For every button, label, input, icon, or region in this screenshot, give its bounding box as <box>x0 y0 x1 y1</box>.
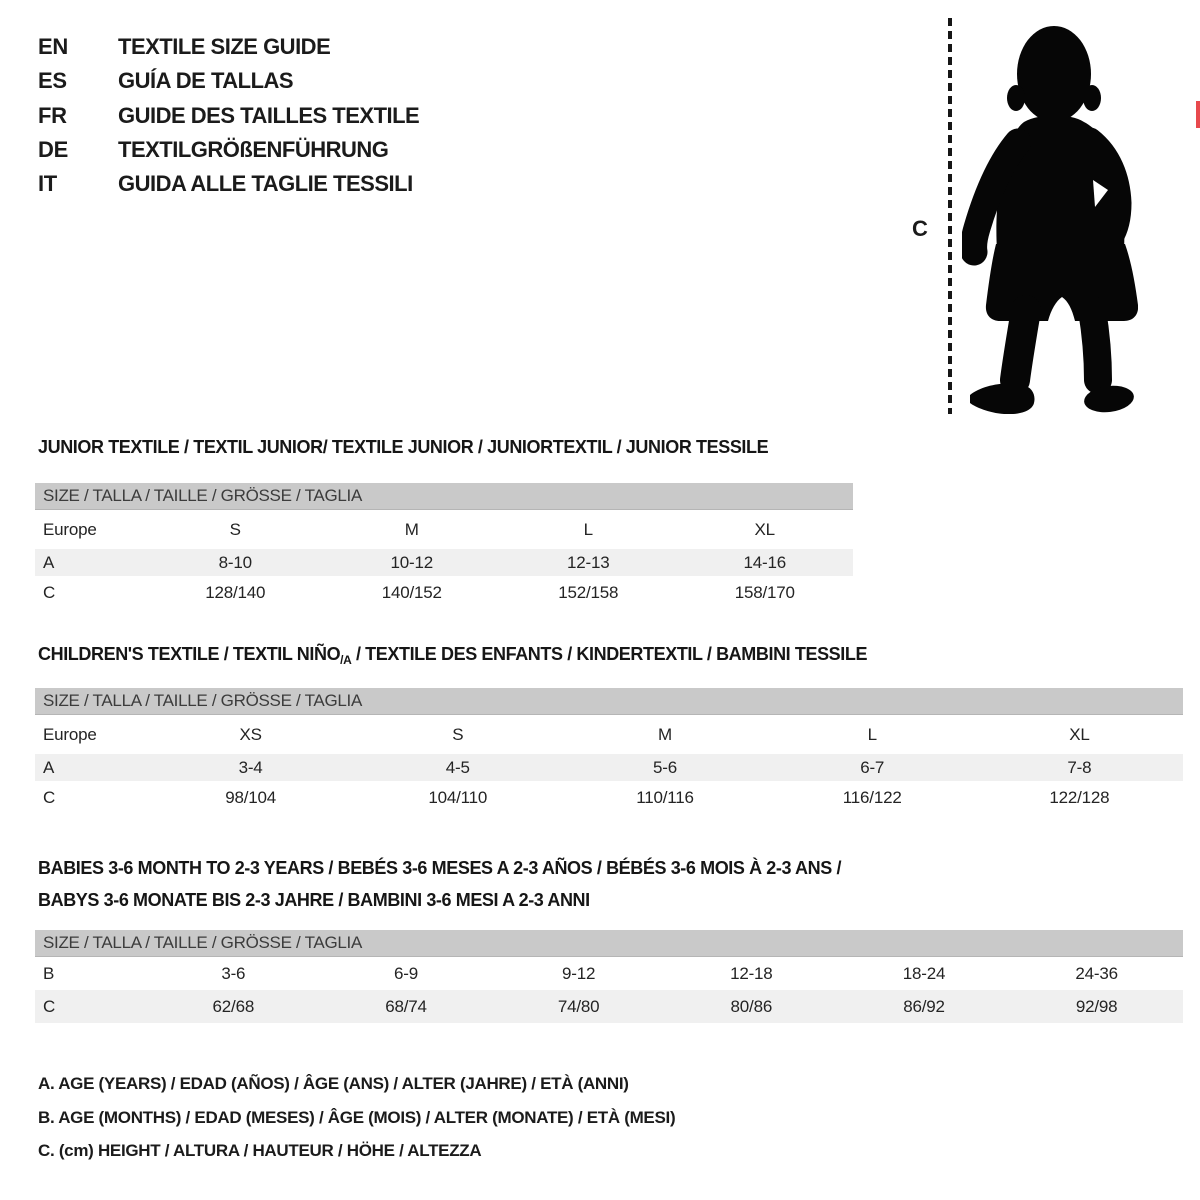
table-cell: 7-8 <box>1067 757 1092 777</box>
table-cell: 68/74 <box>385 996 427 1016</box>
size-col-header: M <box>404 519 419 539</box>
language-code: DE <box>38 137 68 163</box>
table-cell: 128/140 <box>205 582 266 602</box>
table-cell: 18-24 <box>902 963 946 983</box>
children-title-part: / TEXTILE DES ENFANTS / KINDERTEXTIL / BAMBINI TESSILE <box>351 644 868 664</box>
language-title: TEXTILGRÖßENFÜHRUNG <box>118 137 389 163</box>
table-cell: 92/98 <box>1075 996 1118 1016</box>
table-cell: 104/110 <box>428 787 488 807</box>
row-label: C <box>43 787 56 807</box>
table-cell: 80/86 <box>730 996 773 1016</box>
size-col-header: S <box>229 519 241 539</box>
table-row <box>35 781 1183 814</box>
language-row-es <box>38 64 419 98</box>
language-row-it <box>38 167 419 201</box>
size-header-bar <box>35 688 1183 715</box>
language-row-de <box>38 133 419 167</box>
language-title-list <box>38 30 419 201</box>
table-cell: 140/152 <box>381 582 442 602</box>
size-header-bar <box>35 483 853 510</box>
table-cell: 5-6 <box>653 757 677 777</box>
children-title-part: CHILDREN'S TEXTILE / TEXTIL NIÑO <box>38 644 341 664</box>
table-row <box>35 549 853 576</box>
language-title: GUÍA DE TALLAS <box>118 68 294 94</box>
table-row <box>35 957 1183 990</box>
babies-title-line1: BABIES 3-6 MONTH TO 2-3 YEARS / BEBÉS 3-6 MESES A 2-3 AÑOS / BÉBÉS 3-6 MOIS À 2-3 ANS / <box>38 858 842 878</box>
language-code: EN <box>38 34 68 60</box>
table-cell: 6-7 <box>860 757 885 777</box>
language-code: FR <box>38 102 67 128</box>
row-label: A <box>43 552 55 572</box>
row-label: A <box>43 757 55 777</box>
size-header-bar <box>35 930 1183 957</box>
language-code: ES <box>38 68 67 94</box>
language-title: TEXTILE SIZE GUIDE <box>118 34 331 60</box>
table-row <box>35 576 853 609</box>
table-cell: 116/122 <box>842 787 902 807</box>
size-col-header: L <box>867 724 877 744</box>
babies-title-line2: BABYS 3-6 MONATE BIS 2-3 JAHRE / BAMBINI 3-6 MESI A 2-3 ANNI <box>38 890 590 910</box>
size-col-header: S <box>452 724 464 744</box>
language-row-fr <box>38 99 419 133</box>
size-col-header: XS <box>239 724 262 744</box>
babies-size-table <box>35 930 1183 1023</box>
table-cell: 122/128 <box>1049 787 1110 807</box>
red-edge-marker <box>1196 101 1200 128</box>
table-cell: 24-36 <box>1075 963 1118 983</box>
table-cell: 152/158 <box>558 582 619 602</box>
junior-section-title: JUNIOR TEXTILE / TEXTIL JUNIOR/ TEXTILE JUNIOR / JUNIORTEXTIL / JUNIOR TESSILE <box>38 437 769 457</box>
table-cell: 3-4 <box>238 757 263 777</box>
language-title: GUIDE DES TAILLES TEXTILE <box>118 102 420 128</box>
table-cell: 10-12 <box>390 552 433 572</box>
region-label: Europe <box>43 724 97 744</box>
table-row <box>35 754 1183 781</box>
table-cell: 14-16 <box>743 552 786 572</box>
table-row <box>35 715 1183 754</box>
size-col-header: M <box>658 724 672 744</box>
legend-line-b: B. AGE (MONTHS) / EDAD (MESES) / ÂGE (MOIS) / ALTER (MONATE) / ETÀ (MESI) <box>38 1108 676 1127</box>
row-label: C <box>43 996 56 1016</box>
size-header-label: SIZE / TALLA / TAILLE / GRÖSSE / TAGLIA <box>43 691 362 710</box>
children-title-sub: /A <box>340 653 352 667</box>
size-header-label: SIZE / TALLA / TAILLE / GRÖSSE / TAGLIA <box>43 933 362 952</box>
table-cell: 158/170 <box>734 582 795 602</box>
table-row <box>35 990 1183 1023</box>
table-cell: 98/104 <box>225 787 276 807</box>
size-col-header: XL <box>754 519 775 539</box>
height-measure-label: C <box>912 216 928 241</box>
table-cell: 86/92 <box>903 996 945 1016</box>
table-cell: 8-10 <box>218 552 252 572</box>
legend-line-c: C. (cm) HEIGHT / ALTURA / HAUTEUR / HÖHE / ALTEZZA <box>38 1141 482 1160</box>
legend-line-a: A. AGE (YEARS) / EDAD (AÑOS) / ÂGE (ANS) / ALTER (JAHRE) / ETÀ (ANNI) <box>38 1074 629 1093</box>
table-cell: 12-18 <box>730 963 773 983</box>
table-row <box>35 510 853 549</box>
junior-size-table <box>35 483 853 609</box>
table-cell: 3-6 <box>221 963 246 983</box>
language-code: IT <box>38 171 57 197</box>
region-label: Europe <box>43 519 97 539</box>
silhouette-head <box>1017 26 1091 122</box>
language-title: GUIDA ALLE TAGLIE TESSILI <box>118 171 413 197</box>
table-cell: 110/116 <box>636 787 694 807</box>
row-label: C <box>43 582 56 602</box>
table-cell: 62/68 <box>212 996 255 1016</box>
size-col-header: XL <box>1069 724 1090 744</box>
table-cell: 74/80 <box>557 996 600 1016</box>
size-header-label: SIZE / TALLA / TAILLE / GRÖSSE / TAGLIA <box>43 486 362 505</box>
children-section-title <box>38 644 867 667</box>
table-cell: 9-12 <box>562 963 596 983</box>
table-cell: 12-13 <box>567 552 610 572</box>
babies-section-title <box>38 852 841 916</box>
table-cell: 4-5 <box>445 757 470 777</box>
children-size-table <box>35 688 1183 814</box>
row-label: B <box>43 963 55 983</box>
language-row-en <box>38 30 419 64</box>
height-measure-dashed-line <box>948 18 952 414</box>
table-cell: 6-9 <box>394 963 418 983</box>
size-col-header: L <box>583 519 593 539</box>
toddler-silhouette <box>962 14 1138 414</box>
